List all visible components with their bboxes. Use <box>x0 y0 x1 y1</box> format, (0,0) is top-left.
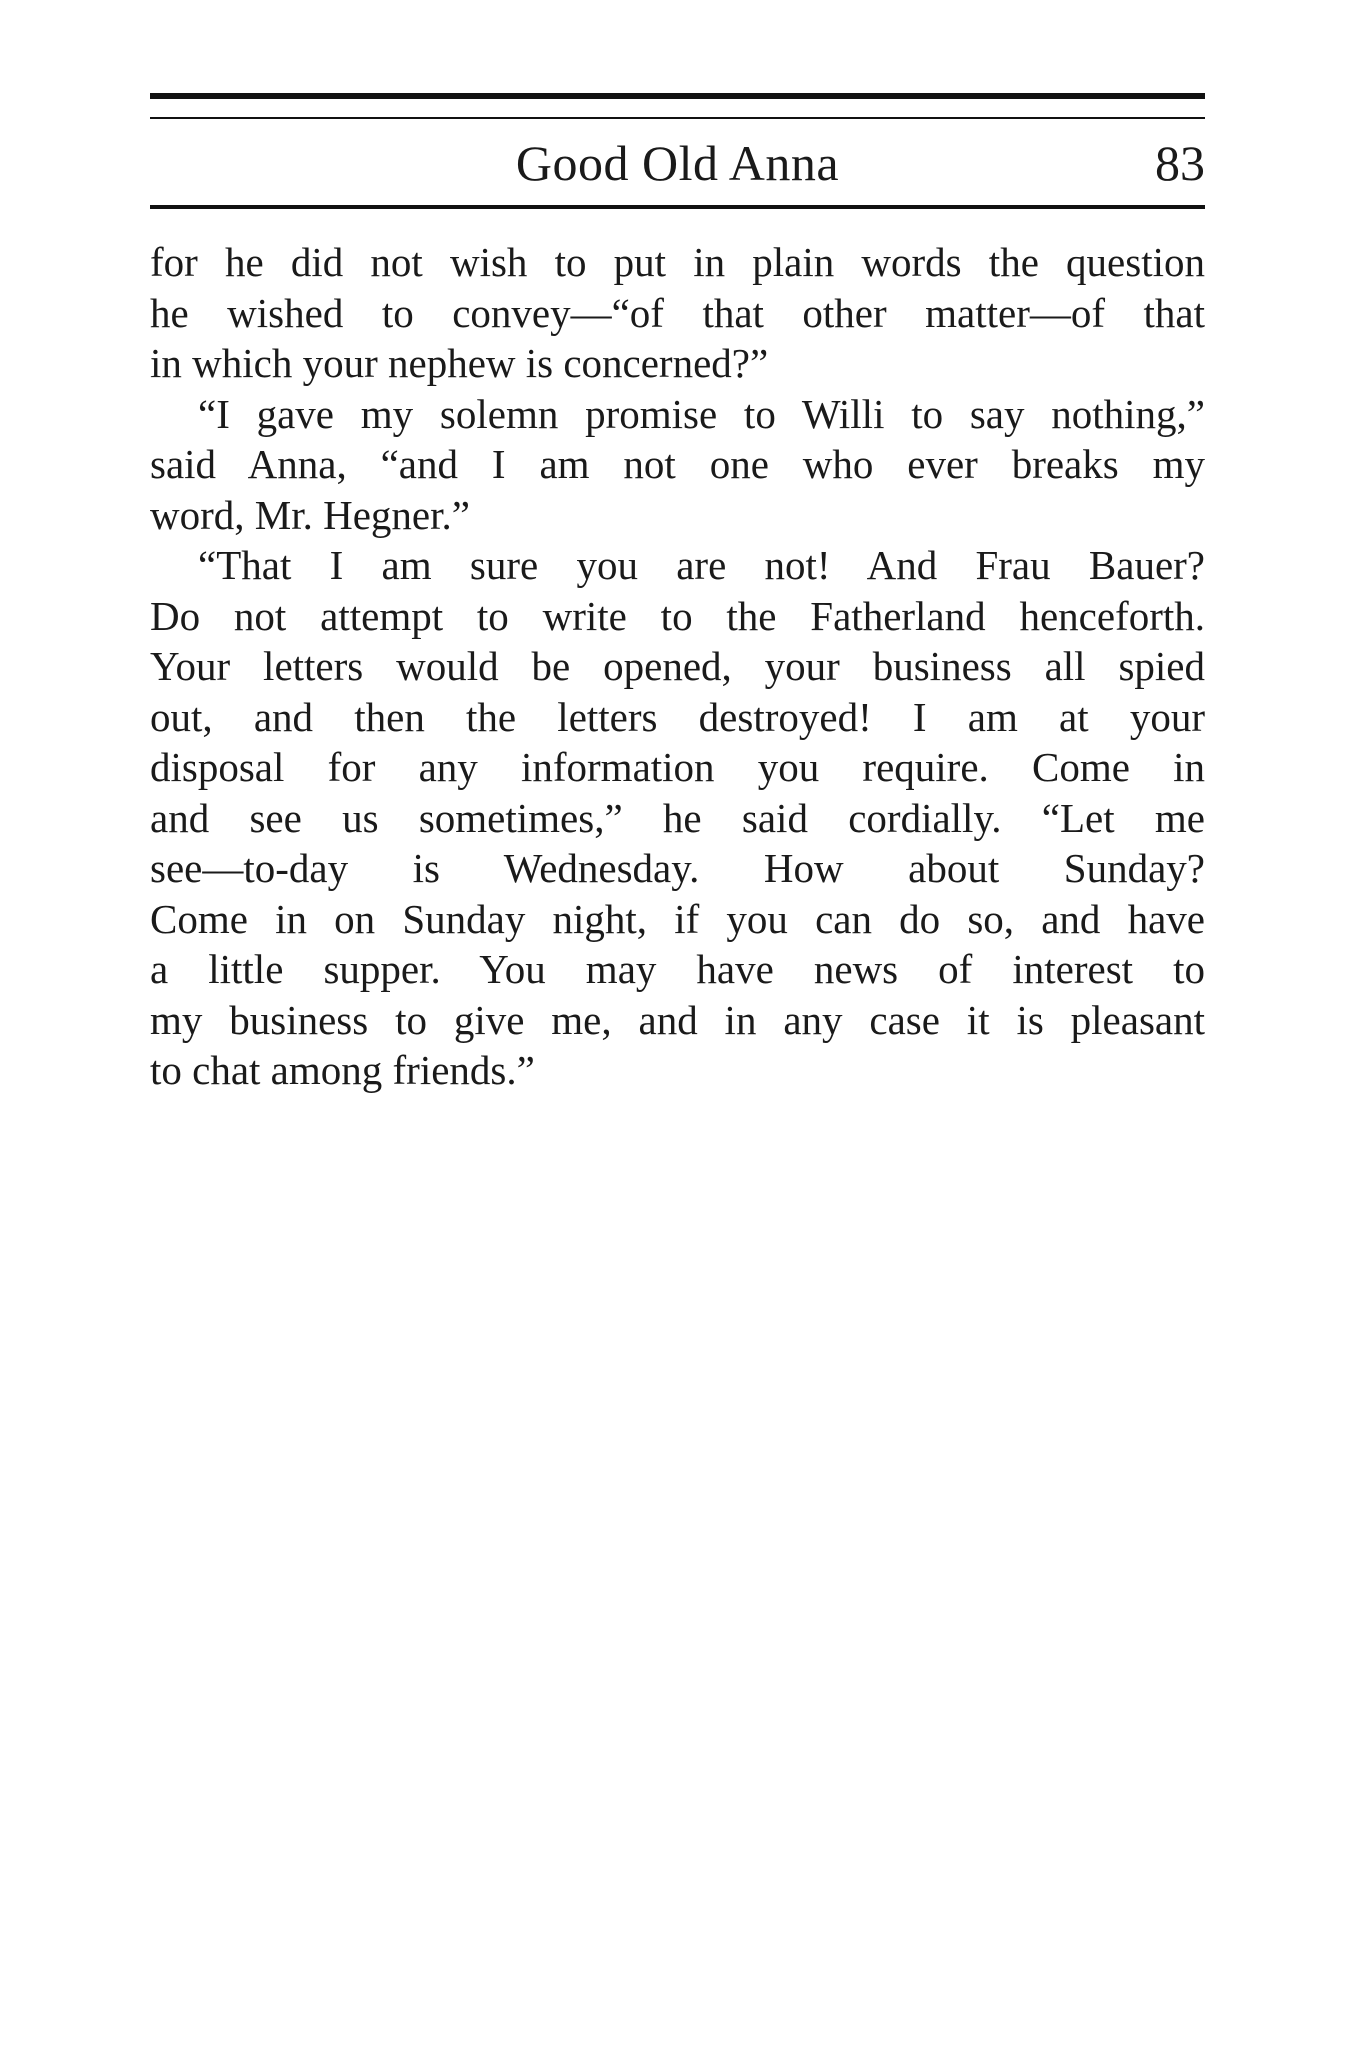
header-bottom-rule <box>150 205 1205 209</box>
header-top-rule <box>150 93 1205 99</box>
header-thin-rule <box>150 117 1205 119</box>
text-line: “That I am sure you are not! And Frau Bauer? <box>198 542 1205 588</box>
text-line: my business to give me, and in any case it is pleasant <box>150 996 1205 1043</box>
text-line: Come in on Sunday night, if you can do so, and have <box>150 895 1205 942</box>
text-line: in which your nephew is concerned?” <box>150 340 769 386</box>
page-number: 83 <box>1155 135 1205 191</box>
text-line: “I gave my solemn promise to Willi to say nothing,” <box>198 390 1205 437</box>
text-line: Your letters would be opened, your business all spied <box>150 643 1205 689</box>
text-line: to chat among friends.” <box>150 1047 535 1093</box>
text-line: disposal for any information you require. Come in <box>150 744 1205 790</box>
text-line: Do not attempt to write to the Fatherland henceforth. <box>150 592 1205 639</box>
text-line: see—to-day is Wednesday. How about Sunday? <box>150 845 1205 891</box>
text-line: said Anna, “and I am not one who ever breaks my <box>150 441 1205 487</box>
text-line: and see us sometimes,” he said cordially. “Let me <box>150 794 1205 841</box>
text-line: a little supper. You may have news of interest to <box>150 946 1205 992</box>
text-line: for he did not wish to put in plain words the question <box>150 239 1205 285</box>
body-text <box>150 237 1205 1096</box>
running-title: Good Old Anna <box>515 135 840 191</box>
text-line: out, and then the letters destroyed! I am at your <box>150 693 1205 740</box>
running-head <box>150 128 1205 198</box>
text-line: he wished to convey—“of that other matter—of that <box>150 289 1205 336</box>
text-line: word, Mr. Hegner.” <box>150 491 470 538</box>
